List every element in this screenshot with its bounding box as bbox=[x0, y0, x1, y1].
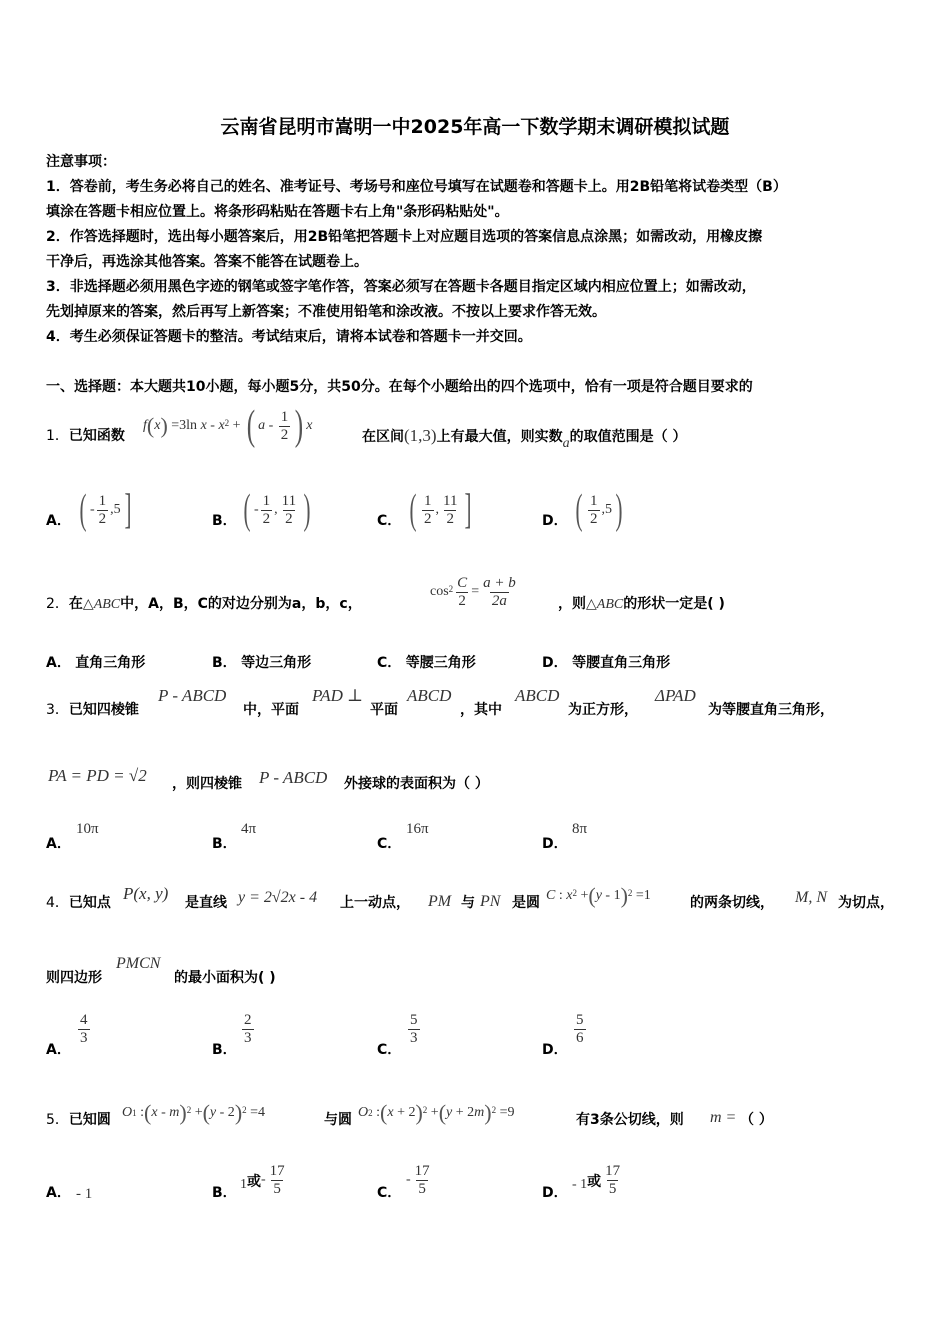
option-b: B． bbox=[212, 1185, 237, 1201]
notice-line: 3．非选择题必须用黑色字迹的钢笔或签字笔作答，答案必须写在答题卡各题目指定区域内相应位置上；如需改动， bbox=[46, 279, 756, 295]
option-c: C． bbox=[377, 1042, 402, 1058]
q4-option-d-value: $\frac{5}{6}$ bbox=[576, 1012, 584, 1046]
q3-text: ，其中 bbox=[460, 702, 502, 718]
q3-base: ABCD bbox=[515, 686, 560, 705]
q4-circle: C : x $^2$ + ( y - 1 ) $^2$ =1 bbox=[546, 883, 651, 908]
option-a: A． bbox=[46, 1185, 71, 1201]
q5-option-b-value: 1 或 - $\frac{17}{5}$ bbox=[240, 1162, 285, 1197]
q5-option-d-value: - 1 或 $\frac{17}{5}$ bbox=[572, 1162, 621, 1197]
q4-text: 是直线 bbox=[185, 895, 227, 911]
notice-heading: 注意事项： bbox=[46, 154, 116, 170]
q4-option-b-value: $\frac{2}{3}$ bbox=[244, 1012, 252, 1046]
option-c: C． bbox=[377, 1185, 402, 1201]
notice-line: 1．答卷前，考生务必将自己的姓名、准考证号、考场号和座位号填写在试题卷和答题卡上。用2B铅笔将试卷类型（B） bbox=[46, 179, 787, 195]
q1-option-a-value: ( - $\frac{1}{2}$ ,5 ] bbox=[79, 487, 132, 533]
q3-option-d-value: 8π bbox=[572, 821, 588, 837]
q2-number: 2．在△ABC中，A，B，C的对边分别为a，b，c， bbox=[46, 596, 362, 612]
notice-line: 填涂在答题卡相应位置上。将条形码粘贴在答题卡右上角"条形码粘贴处"。 bbox=[46, 204, 509, 220]
q3-text: 外接球的表面积为（ ） bbox=[344, 776, 489, 792]
q1-option-d-value: ( $\frac{1}{2}$ ,5 ) bbox=[575, 487, 623, 533]
option-a: A． 直角三角形 bbox=[46, 655, 146, 671]
option-a: A． bbox=[46, 513, 71, 529]
q3-pyramid: P - ABCD bbox=[158, 686, 227, 705]
q3-option-b-value: 4π bbox=[241, 821, 257, 837]
q2-text: ，则△ABC的形状一定是( ) bbox=[558, 596, 725, 612]
option-d: D． bbox=[542, 1185, 568, 1201]
q1-number: 1．已知函数 bbox=[46, 428, 125, 444]
q4-line: y = 2√2x - 4 bbox=[238, 889, 318, 906]
option-c: C． 等腰三角形 bbox=[377, 655, 476, 671]
q1-text: 在区间(1,3)上有最大值，则实数a的取值范围是（ ） bbox=[362, 426, 687, 451]
q4-option-c-value: $\frac{5}{3}$ bbox=[410, 1012, 418, 1046]
q5-circle-2: O 2 : ( x + 2 ) $^2$ + ( y + 2 m ) $^2$ =9 bbox=[358, 1100, 515, 1125]
section-heading: 一、选择题：本大题共10小题，每小题5分，共50分。在每个小题给出的四个选项中，恰有一项是符合题目要求的 bbox=[46, 379, 753, 395]
q1-function: f ( x ) =3ln x - x $^2$ + ( a - $\frac{1}{2}$ ) x bbox=[143, 403, 313, 449]
q3-text: ，则四棱锥 bbox=[172, 776, 242, 792]
notice-line: 2．作答选择题时，选出每小题答案后，用2B铅笔把答题卡上对应题目选项的答案信息点涂黑；如需改动，用橡皮擦 bbox=[46, 229, 763, 245]
option-b: B． bbox=[212, 1042, 237, 1058]
q5-variable: m = bbox=[710, 1109, 737, 1126]
q4-text: 上一动点， bbox=[340, 895, 410, 911]
option-b: B． 等边三角形 bbox=[212, 655, 312, 671]
q3-option-c-value: 16π bbox=[406, 821, 429, 837]
q4-text: 为切点， bbox=[838, 895, 894, 911]
q4-text: 的最小面积为( ) bbox=[174, 970, 276, 986]
q3-plane: PAD ⊥ bbox=[312, 686, 364, 705]
q3-number: 3．已知四棱锥 bbox=[46, 702, 139, 718]
q5-option-a-value: - 1 bbox=[76, 1186, 93, 1202]
notice-line: 4．考生必须保证答题卡的整洁。考试结束后，请将本试卷和答题卡一并交回。 bbox=[46, 329, 532, 345]
q3-text: 平面 bbox=[370, 702, 398, 718]
q4-text: 是圆 bbox=[512, 895, 540, 911]
option-d: D． bbox=[542, 836, 568, 852]
option-d: D． 等腰直角三角形 bbox=[542, 655, 671, 671]
option-d: D． bbox=[542, 1042, 568, 1058]
q3-base: ABCD bbox=[407, 686, 452, 705]
q4-text: 的两条切线， bbox=[690, 895, 774, 911]
q4-pn: PN bbox=[480, 893, 501, 910]
q5-number: 5．已知圆 bbox=[46, 1112, 111, 1128]
q5-text: 有3条公切线，则 bbox=[576, 1112, 684, 1128]
q3-text: 为等腰直角三角形， bbox=[708, 702, 834, 718]
option-b: B． bbox=[212, 836, 237, 852]
q5-text: （ ） bbox=[740, 1112, 773, 1128]
q3-text: 中，平面 bbox=[243, 702, 299, 718]
option-a: A． bbox=[46, 1042, 71, 1058]
q3-pyramid: P - ABCD bbox=[259, 768, 328, 787]
page-title: 云南省昆明市嵩明一中2025年高一下数学期末调研模拟试题 bbox=[220, 116, 730, 138]
q4-quadrilateral: PMCN bbox=[116, 955, 161, 972]
notice-line: 干净后，再选涂其他答案。答案不能答在试题卷上。 bbox=[46, 254, 368, 270]
q4-point: P(x, y) bbox=[123, 884, 169, 903]
q4-text: 与 bbox=[461, 895, 475, 911]
q3-equation: PA = PD = √2 bbox=[48, 766, 147, 785]
q5-circle-1: O 1 : ( x - m ) $^2$ + ( y - 2 ) $^2$ =4 bbox=[122, 1100, 266, 1125]
option-c: C． bbox=[377, 513, 402, 529]
q1-option-c-value: ( $\frac{1}{2}$ , $\frac{11}{2}$ ] bbox=[409, 487, 472, 533]
q4-pm: PM bbox=[428, 893, 452, 910]
option-d: D． bbox=[542, 513, 568, 529]
notice-line: 先划掉原来的答案，然后再写上新答案；不准使用铅笔和涂改液。不按以上要求作答无效。 bbox=[46, 304, 606, 320]
q5-text: 与圆 bbox=[324, 1112, 352, 1128]
q3-text: 为正方形， bbox=[568, 702, 638, 718]
q3-option-a-value: 10π bbox=[76, 821, 99, 837]
q2-equation: cos $^2$ $\frac{C}{2}$ = $\frac{a + b}{2a}$ bbox=[430, 574, 516, 609]
option-a: A． bbox=[46, 836, 71, 852]
q1-option-b-value: ( - $\frac{1}{2}$ , $\frac{11}{2}$ ) bbox=[243, 487, 311, 533]
q5-option-c-value: - $\frac{17}{5}$ bbox=[406, 1162, 430, 1197]
option-b: B． bbox=[212, 513, 237, 529]
q3-triangle: ΔPAD bbox=[655, 686, 696, 705]
q4-number: 4．已知点 bbox=[46, 895, 111, 911]
option-c: C． bbox=[377, 836, 402, 852]
q4-text: 则四边形 bbox=[46, 970, 102, 986]
q4-option-a-value: $\frac{4}{3}$ bbox=[80, 1012, 88, 1046]
q4-tangent-points: M, N bbox=[795, 889, 827, 906]
